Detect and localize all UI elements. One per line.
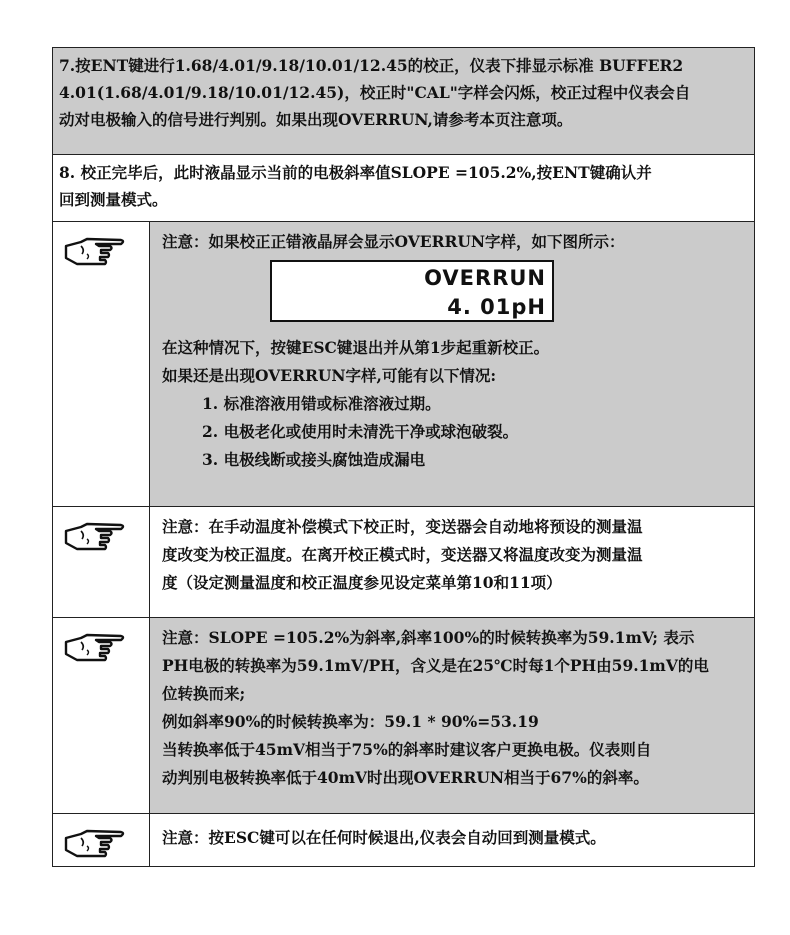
note3-line-2: PH电极的转换率为59.1mV/PH，含义是在25℃时每1个PH由59.1mV的电 — [162, 656, 709, 675]
step7-row — [53, 48, 755, 155]
note4-icon-cell — [53, 814, 150, 867]
note1-row — [150, 222, 755, 507]
step8-line-2: 回到测量模式。 — [59, 190, 168, 209]
note3-line-3: 位转换而来; — [162, 684, 246, 703]
note3-line-1: 注意：SLOPE =105.2%为斜率,斜率100%的时候转换率为59.1mV; 表示 — [162, 628, 695, 647]
step8-line-1: 8. 校正完毕后，此时液晶显示当前的电极斜率值SLOPE =105.2%,按ENT键确认并 — [59, 163, 652, 182]
step7-line-3: 动对电极输入的信号进行判别。如果出现OVERRUN,请参考本页注意项。 — [59, 110, 573, 129]
note4-row — [150, 814, 755, 867]
note1-para1: 在这种情况下，按键ESC键退出并从第1步起重新校正。 — [162, 338, 550, 357]
note1-intro: 注意：如果校正正错液晶屏会显示OVERRUN字样，如下图所示： — [162, 232, 625, 251]
note2-row — [150, 507, 755, 618]
step7-line-2: 4.01(1.68/4.01/9.18/10.01/12.45)，校正时"CAL"字样会闪烁，校正过程中仪表会自 — [59, 83, 691, 102]
note1-item-1: 1. 标准溶液用错或标准溶液过期。 — [202, 394, 441, 413]
note3-line-6: 动判别电极转换率低于40mV时出现OVERRUN相当于67%的斜率。 — [162, 768, 649, 787]
pointing-hand-icon — [63, 521, 127, 551]
step8-row — [53, 155, 755, 222]
note3-line-4: 例如斜率90%的时候转换率为：59.1 * 90%=53.19 — [162, 712, 539, 731]
pointing-hand-icon — [63, 828, 127, 858]
step7-line-1: 7.按ENT键进行1.68/4.01/9.18/10.01/12.45的校正，仪表下排显示标准 BUFFER2 — [59, 56, 684, 75]
note1-icon-cell — [53, 222, 150, 507]
pointing-hand-icon — [63, 632, 127, 662]
note2-line-2: 度改变为校正温度。在离开校正模式时，变送器又将温度改变为测量温 — [162, 545, 643, 564]
note1-item-2: 2. 电极老化或使用时未清洗干净或球泡破裂。 — [202, 422, 519, 441]
lcd-display — [270, 260, 554, 322]
lcd-line-1: OVERRUN — [424, 266, 546, 290]
note2-icon-cell — [53, 507, 150, 618]
note3-row — [150, 618, 755, 814]
note3-line-5: 当转换率低于45mV相当于75%的斜率时建议客户更换电极。仪表则自 — [162, 740, 652, 759]
pointing-hand-icon — [63, 236, 127, 266]
note1-item-3: 3. 电极线断或接头腐蚀造成漏电 — [202, 450, 426, 469]
note4-text: 注意：按ESC键可以在任何时候退出,仪表会自动回到测量模式。 — [162, 828, 606, 847]
note2-line-1: 注意：在手动温度补偿模式下校正时，变送器会自动地将预设的测量温 — [162, 517, 643, 536]
lcd-line-2: 4. 01pH — [447, 295, 546, 319]
instruction-table — [52, 47, 755, 867]
note1-para2: 如果还是出现OVERRUN字样,可能有以下情况: — [162, 366, 497, 385]
note2-line-3: 度（设定测量温度和校正温度参见设定菜单第10和11项） — [162, 573, 562, 592]
note3-icon-cell — [53, 618, 150, 814]
